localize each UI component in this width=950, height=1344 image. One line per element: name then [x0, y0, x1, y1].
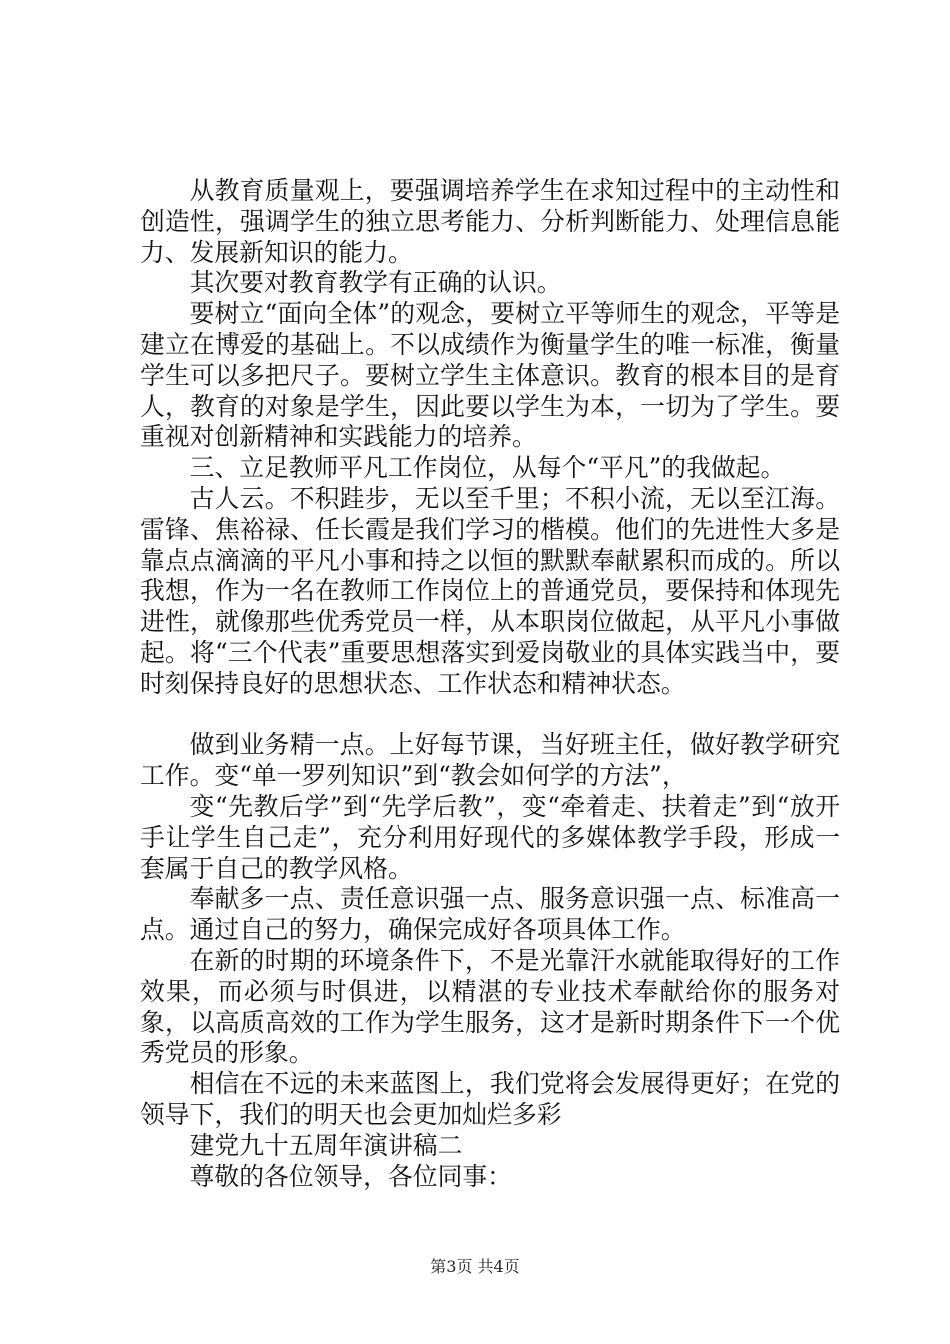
speech-salutation: 尊敬的各位领导，各位同事：: [189, 1161, 512, 1191]
paragraph-gap: [140, 700, 840, 731]
paragraph-face-all-students: 要树立“面向全体”的观念，要树立平等师生的观念，平等是建立在博爱的基础上。不以成绩作为衡量学生的唯一标准，衡量学生可以多把尺子。要树立学生主体意识。教育的根本目的是育人，教育的对象是学生，因此要以学生为本，一切为了学生。要重视对创新精神和实践能力的培养。: [140, 299, 840, 452]
paragraph-ancient-saying: 古人云。不积跬步，无以至千里；不积小流，无以至江海。雷锋、焦裕禄、任长霞是我们学习的楷模。他们的先进性大多是靠点点滴滴的平凡小事和持之以恒的默默奉献累积而成的。所以我想，作为一名在教师工作岗位上的普通党员，要保持和体现先进性，就像那些优秀党员一样，从本职岗位做起，从平凡小事做起。将“三个代表”重要思想落实到爱岗敬业的具体实践当中，要时刻保持良好的思想状态、工作状态和精神状态。: [140, 483, 840, 698]
page-footer: [0, 1257, 950, 1277]
page-indicator: 第3页 共4页: [430, 1257, 520, 1276]
speech-title-two: 建党九十五周年演讲稿二: [189, 1130, 463, 1160]
paragraph-future: 相信在不远的未来蓝图上，我们党将会发展得更好；在党的领导下，我们的明天也会更加灿烂多彩: [140, 1069, 840, 1129]
paragraph-business-skill: 做到业务精一点。上好每节课，当好班主任，做好教学研究工作。变“单一罗列知识”到“教会如何学的方法”，: [140, 730, 840, 791]
section-heading-three: 三、立足教师平凡工作岗位，从每个“平凡”的我做起。: [189, 453, 786, 483]
paragraph-new-era: 在新的时期的环境条件下，不是光靠汗水就能取得好的工作效果，而必须与时俱进，以精湛的专业技术奉献给你的服务对象，以高质高效的工作为学生服务，这才是新时期条件下一个优秀党员的形象。: [140, 945, 840, 1068]
document-body: [140, 176, 840, 1192]
paragraph-correct-understanding: 其次要对教育教学有正确的认识。: [189, 268, 562, 298]
paragraph-education-quality: 从教育质量观上，要强调培养学生在求知过程中的主动性和创造性，强调学生的独立思考能力、分析判断能力、处理信息能力、发展新知识的能力。: [140, 176, 840, 267]
paragraph-dedication: 奉献多一点、责任意识强一点、服务意识强一点、标准高一点。通过自己的努力，确保完成好各项具体工作。: [140, 884, 840, 945]
paragraph-teaching-change: 变“先教后学”到“先学后教”，变“牵着走、扶着走”到“放开手让学生自己走”，充分利用好现代的多媒体教学手段，形成一套属于自己的教学风格。: [140, 791, 840, 883]
